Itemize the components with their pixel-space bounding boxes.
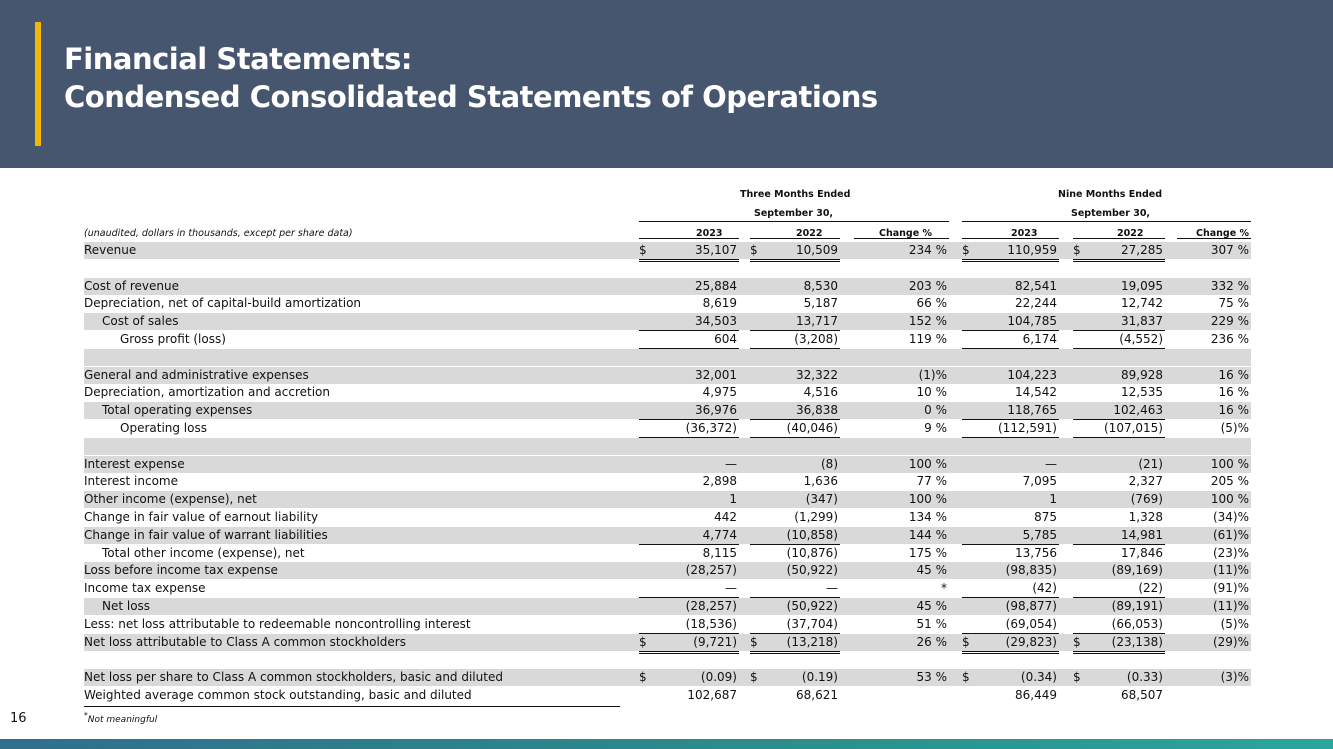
cell-b: 10,509 <box>796 243 838 257</box>
row-label: Gross profit (loss) <box>120 332 226 346</box>
cell-c: 203 % <box>908 278 947 293</box>
cell-d: 7,095 <box>1022 474 1057 489</box>
col-rule-3 <box>854 238 949 239</box>
col-header-3: Change % <box>879 228 932 239</box>
cell-c: 100 % <box>908 492 947 507</box>
col-rule-4 <box>962 238 1059 239</box>
cell-d: 104,223 <box>1007 367 1057 382</box>
cell-b: — <box>826 581 838 596</box>
cell-f: 16 % <box>1218 403 1249 418</box>
cell-f: (5)% <box>1220 616 1249 631</box>
currency-symbol: $ <box>1073 670 1081 685</box>
row-label: Loss before income tax expense <box>84 563 278 578</box>
cell-e: (107,015) <box>1104 421 1163 435</box>
cell-a: (36,372) <box>685 421 737 435</box>
currency-symbol: $ <box>962 670 970 685</box>
table-row <box>84 687 1251 704</box>
table-row <box>84 509 1251 526</box>
cell-d: 13,756 <box>1015 545 1057 560</box>
table-row <box>84 367 1251 384</box>
footnote-rule <box>84 706 620 707</box>
currency-symbol: $ <box>750 670 758 685</box>
table-row <box>84 402 1251 419</box>
cell-c: 10 % <box>916 385 947 400</box>
cell-a: 35,107 <box>695 243 737 257</box>
col-rule-1 <box>639 238 739 239</box>
cell-b: 36,838 <box>796 403 838 418</box>
cell-c: 134 % <box>908 510 947 524</box>
cell-f: 16 % <box>1218 367 1249 382</box>
cell-b: (10,858) <box>786 527 838 542</box>
cell-e: (22) <box>1138 581 1163 596</box>
col-header-5: 2022 <box>1117 228 1144 239</box>
cell-c: 66 % <box>916 296 947 311</box>
row-label: Revenue <box>84 243 137 257</box>
row-label: Total operating expenses <box>102 403 253 418</box>
cell-a: (0.09) <box>700 670 737 685</box>
table-row <box>84 491 1251 508</box>
table-row <box>84 295 1251 312</box>
footnote <box>84 711 157 725</box>
table-row <box>84 527 1251 544</box>
cell-b: 4,516 <box>803 385 838 400</box>
cell-d: 6,174 <box>1022 332 1057 346</box>
cell-f: (11)% <box>1212 563 1249 578</box>
cell-b: 13,717 <box>796 314 838 329</box>
cell-f: (23)% <box>1212 545 1249 560</box>
row-label: Depreciation, amortization and accretion <box>84 385 330 400</box>
group2-title: Nine Months Ended <box>1058 189 1163 200</box>
row-label: Interest expense <box>84 456 185 471</box>
title-line-2: Condensed Consolidated Statements of Operations <box>64 80 878 114</box>
cell-a: 1 <box>729 492 737 507</box>
col-header-4: 2023 <box>1011 228 1038 239</box>
currency-symbol: $ <box>639 670 647 685</box>
table-row <box>84 384 1251 401</box>
row-label: Change in fair value of warrant liabilities <box>84 527 328 542</box>
cell-d: 82,541 <box>1015 278 1057 293</box>
cell-e: (89,169) <box>1111 563 1163 578</box>
cell-d: 1 <box>1049 492 1057 507</box>
cell-e: (4,552) <box>1119 332 1163 346</box>
cell-a: (9,721) <box>693 634 737 649</box>
cell-f: (61)% <box>1212 527 1249 542</box>
table-row <box>84 580 1251 597</box>
currency-symbol: $ <box>962 243 970 257</box>
cell-a: — <box>725 456 737 471</box>
cell-c: 53 % <box>916 670 947 685</box>
cell-b: (0.19) <box>801 670 838 685</box>
row-label: Change in fair value of earnout liability <box>84 510 319 524</box>
group1-subtitle: September 30, <box>754 208 834 219</box>
accent-bar <box>35 22 41 146</box>
row-label: Depreciation, net of capital-build amortization <box>84 296 362 311</box>
group2-rule <box>962 221 1251 222</box>
cell-c: 152 % <box>908 314 947 329</box>
cell-a: 8,619 <box>702 296 737 311</box>
footer-bar <box>0 739 1333 749</box>
currency-symbol: $ <box>639 634 647 649</box>
row-label: Total other income (expense), net <box>102 545 305 560</box>
cell-e: 17,846 <box>1121 545 1163 560</box>
cell-b: (37,704) <box>786 616 838 631</box>
cell-d: (0.34) <box>1020 670 1057 685</box>
cell-b: 8,530 <box>803 278 838 293</box>
cell-d: (69,054) <box>1005 616 1057 631</box>
cell-d: 14,542 <box>1015 385 1057 400</box>
cell-f: (29)% <box>1212 634 1249 649</box>
cell-a: 36,976 <box>695 403 737 418</box>
group2-subtitle: September 30, <box>1071 208 1151 219</box>
cell-e: 68,507 <box>1121 688 1163 702</box>
cell-e: 89,928 <box>1121 367 1163 382</box>
cell-a: (18,536) <box>685 616 737 631</box>
currency-symbol: $ <box>750 634 758 649</box>
cell-c: 45 % <box>916 563 947 578</box>
cell-b: (50,922) <box>786 599 838 613</box>
footnote-mark: * <box>84 711 88 720</box>
cell-e: (769) <box>1130 492 1163 507</box>
cell-f: 75 % <box>1218 296 1249 311</box>
cell-f: 307 % <box>1210 243 1249 257</box>
cell-d: 104,785 <box>1007 314 1057 329</box>
group1-rule <box>639 221 949 222</box>
cell-f: (91)% <box>1212 581 1249 596</box>
cell-a: 8,115 <box>702 545 737 560</box>
cell-b: (1,299) <box>794 510 838 524</box>
slide-title <box>64 40 878 116</box>
page-number: 16 <box>10 711 27 726</box>
cell-b: 1,636 <box>803 474 838 489</box>
cell-e: 12,742 <box>1121 296 1163 311</box>
cell-e: (0.33) <box>1126 670 1163 685</box>
cell-d: — <box>1045 456 1057 471</box>
cell-a: 32,001 <box>695 367 737 382</box>
row-label: Less: net loss attributable to redeemable noncontrolling interest <box>84 616 471 631</box>
cell-e: (66,053) <box>1111 616 1163 631</box>
cell-c: 0 % <box>924 403 947 418</box>
currency-symbol: $ <box>1073 634 1081 649</box>
cell-a: 25,884 <box>695 278 737 293</box>
cell-d: (112,591) <box>998 421 1057 435</box>
cell-d: 22,244 <box>1015 296 1057 311</box>
cell-b: (10,876) <box>786 545 838 560</box>
cell-c: * <box>941 581 947 596</box>
col-rule-5 <box>1073 238 1165 239</box>
table-row <box>84 456 1251 473</box>
cell-d: (98,835) <box>1005 563 1057 578</box>
cell-f: (11)% <box>1212 599 1249 613</box>
cell-b: (8) <box>821 456 838 471</box>
currency-symbol: $ <box>750 243 758 257</box>
cell-d: (29,823) <box>1005 634 1057 649</box>
cell-c: 100 % <box>908 456 947 471</box>
cell-a: 4,975 <box>702 385 737 400</box>
cell-a: 102,687 <box>687 688 737 702</box>
cell-d: 86,449 <box>1015 688 1057 702</box>
cell-e: 1,328 <box>1128 510 1163 524</box>
cell-e: 12,535 <box>1121 385 1163 400</box>
col-header-6: Change % <box>1196 228 1249 239</box>
cell-a: 34,503 <box>695 314 737 329</box>
cell-f: 16 % <box>1218 385 1249 400</box>
cell-f: 229 % <box>1210 314 1249 329</box>
cell-f: 332 % <box>1210 278 1249 293</box>
row-label: Operating loss <box>120 421 207 435</box>
cell-c: 175 % <box>908 545 947 560</box>
cell-d: (42) <box>1032 581 1057 596</box>
cell-f: (3)% <box>1220 670 1249 685</box>
cell-b: 5,187 <box>803 296 838 311</box>
cell-b: 32,322 <box>796 367 838 382</box>
row-label: General and administrative expenses <box>84 367 309 382</box>
table-row <box>84 651 1251 668</box>
cell-d: 5,785 <box>1022 527 1057 542</box>
cell-d: (98,877) <box>1005 599 1057 613</box>
table-row <box>84 616 1251 633</box>
currency-symbol: $ <box>639 243 647 257</box>
table-row <box>84 278 1251 295</box>
cell-e: 102,463 <box>1113 403 1163 418</box>
cell-a: (28,257) <box>685 563 737 578</box>
currency-symbol: $ <box>962 634 970 649</box>
row-label: Other income (expense), net <box>84 492 257 507</box>
cell-c: 26 % <box>916 634 947 649</box>
table-row <box>84 313 1251 330</box>
cell-f: 205 % <box>1210 474 1249 489</box>
cell-b: 68,621 <box>796 688 838 702</box>
title-line-1: Financial Statements: <box>64 42 412 76</box>
row-label: Income tax expense <box>84 581 206 596</box>
col-header-2: 2022 <box>796 228 823 239</box>
slide-header <box>0 0 1333 168</box>
cell-b: (347) <box>805 492 838 507</box>
table-row <box>84 349 1251 366</box>
cell-b: (13,218) <box>786 634 838 649</box>
col-rule-6 <box>1177 238 1251 239</box>
cell-a: — <box>725 581 737 596</box>
table-caption: (unaudited, dollars in thousands, except per share data) <box>84 228 353 239</box>
row-label: Net loss per share to Class A common stockholders, basic and diluted <box>84 670 503 685</box>
cell-c: 45 % <box>916 599 947 613</box>
table-row <box>84 420 1251 437</box>
footnote-text: Not meaningful <box>87 715 158 725</box>
currency-symbol: $ <box>1073 243 1081 257</box>
cell-e: 14,981 <box>1121 527 1163 542</box>
cell-e: 27,285 <box>1121 243 1163 257</box>
cell-e: 31,837 <box>1121 314 1163 329</box>
cell-f: (5)% <box>1220 421 1249 435</box>
cell-d: 875 <box>1034 510 1057 524</box>
table-row <box>84 473 1251 490</box>
cell-a: 2,898 <box>702 474 737 489</box>
cell-e: (21) <box>1138 456 1163 471</box>
cell-e: (89,191) <box>1111 599 1163 613</box>
table-row <box>84 331 1251 348</box>
col-rule-2 <box>750 238 840 239</box>
cell-f: (34)% <box>1212 510 1249 524</box>
table-row <box>84 634 1251 651</box>
table-row <box>84 598 1251 615</box>
cell-c: 234 % <box>908 243 947 257</box>
row-label: Net loss <box>102 599 151 613</box>
cell-c: 144 % <box>908 527 947 542</box>
cell-d: 110,959 <box>1007 243 1057 257</box>
cell-c: (1)% <box>918 367 947 382</box>
cell-a: 604 <box>714 332 737 346</box>
cell-f: 100 % <box>1210 456 1249 471</box>
cell-c: 51 % <box>916 616 947 631</box>
table-row <box>84 562 1251 579</box>
table-row <box>84 545 1251 562</box>
group1-title: Three Months Ended <box>740 189 851 200</box>
cell-c: 9 % <box>924 421 947 435</box>
row-label: Interest income <box>84 474 179 489</box>
cell-f: 100 % <box>1210 492 1249 507</box>
table-row <box>84 260 1251 277</box>
cell-a: (28,257) <box>685 599 737 613</box>
cell-e: 19,095 <box>1121 278 1163 293</box>
cell-b: (50,922) <box>786 563 838 578</box>
table-row <box>84 438 1251 455</box>
col-header-1: 2023 <box>696 228 723 239</box>
cell-b: (40,046) <box>786 421 838 435</box>
cell-d: 118,765 <box>1007 403 1057 418</box>
cell-b: (3,208) <box>794 332 838 346</box>
cell-c: 119 % <box>908 332 947 346</box>
row-label: Cost of sales <box>102 314 179 329</box>
row-label: Net loss attributable to Class A common stockholders <box>84 634 406 649</box>
table-row <box>84 669 1251 686</box>
cell-c: 77 % <box>916 474 947 489</box>
cell-e: (23,138) <box>1111 634 1163 649</box>
row-label: Weighted average common stock outstanding, basic and diluted <box>84 688 472 702</box>
cell-a: 442 <box>714 510 737 524</box>
cell-a: 4,774 <box>702 527 737 542</box>
row-label: Cost of revenue <box>84 278 180 293</box>
cell-f: 236 % <box>1210 332 1249 346</box>
cell-e: 2,327 <box>1128 474 1163 489</box>
table-row <box>84 242 1251 259</box>
